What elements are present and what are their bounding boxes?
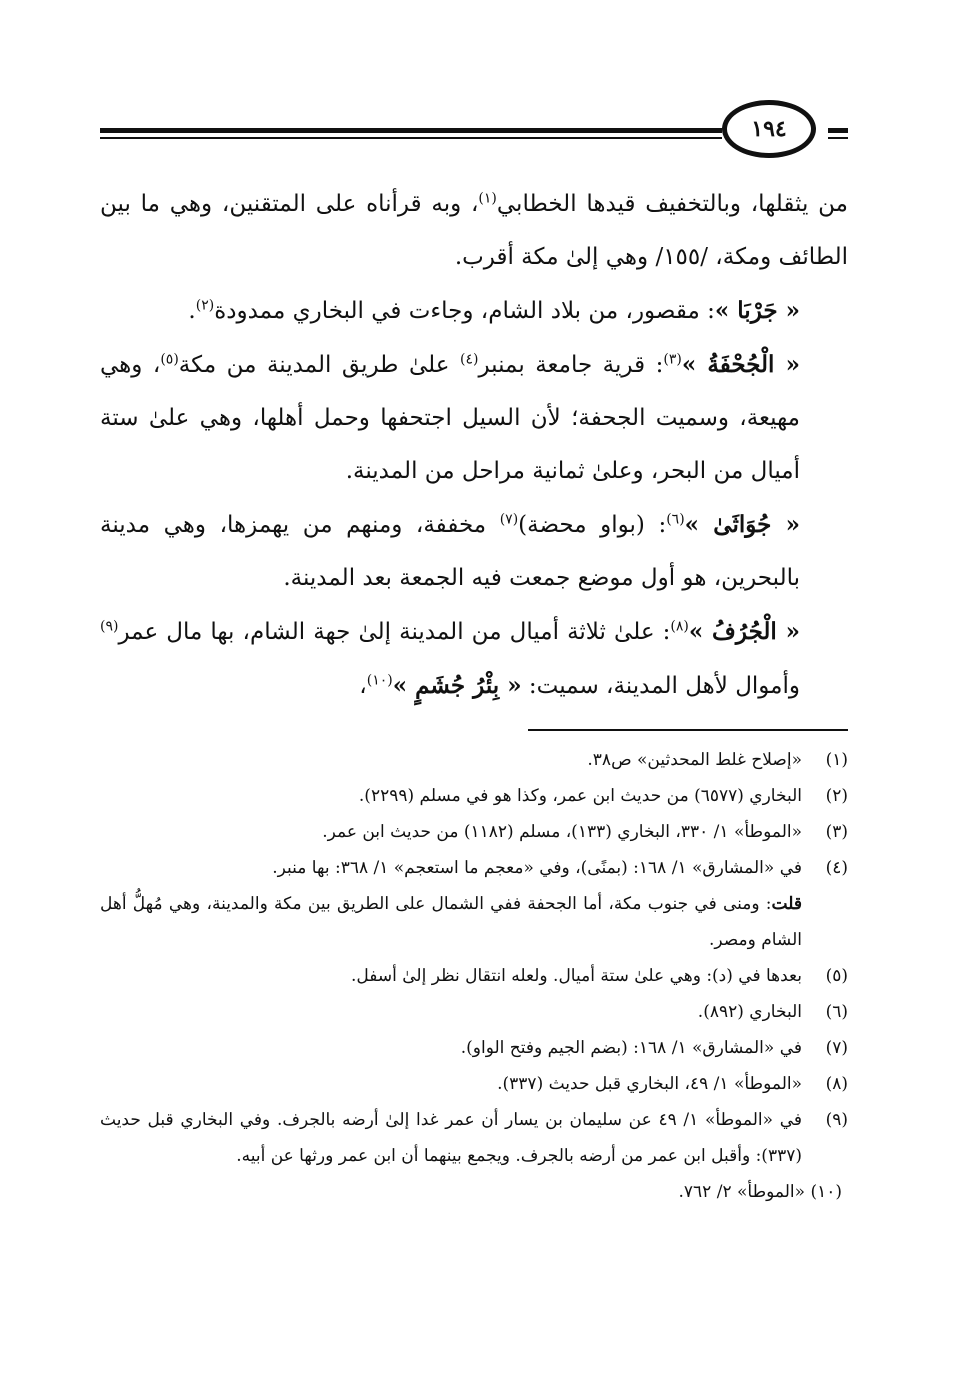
entry-text: : (بواو محضة) [518,512,667,538]
entry-jurf [100,605,848,713]
note-label: قلت [771,894,802,914]
entry-keyword: « جُوَاثَىٰ » [684,511,800,538]
footnote-5 [100,958,848,994]
footnote-ref[interactable]: (٦) [666,511,685,528]
footnote-9 [100,1102,848,1174]
footnote-number: (٧) [825,1038,848,1058]
footnote-number: (٦) [825,1002,848,1022]
footnote-text: البخاري (٨٩٢). [697,1002,802,1022]
entry-juhfa [100,338,848,498]
footnote-3 [100,814,848,850]
footnote-number: (٢) [825,786,848,806]
entry-text: مخففة، ومنهم من يهمزها، وهي مدينة بالبحرين، هو أول موضع جمعت فيه الجمعة بعد المدينة. [100,512,800,591]
note-text: : ومنى في جنوب مكة، أما الجحفة ففي الشمال على الطريق بين مكة والمدينة، وهي مُهلُّ أهل الشام ومصر. [100,894,802,950]
entry-keyword: « الْجُحْفَةُ » [681,351,801,378]
entry-keyword: « الْجُرُفُ » [688,618,800,645]
footnote-6 [100,994,848,1030]
footnote-number: (٨) [825,1074,848,1094]
footnote-ref[interactable]: (٤) [459,351,479,368]
header-rule-right-thin [828,137,848,139]
footnote-7 [100,1030,848,1066]
footnote-ref[interactable]: (١٠) [366,672,393,689]
footnote-text: البخاري (٦٥٧٧) من حديث ابن عمر، وكذا هو في مسلم (٢٢٩٩). [358,786,802,806]
footnote-8 [100,1066,848,1102]
entry-text-end: . [188,298,196,324]
header-rule-right [828,128,848,133]
entry-keyword: « جَرْبَا » [714,297,800,324]
header-rule-thin [100,137,722,139]
entry-text: ، وهي مهيعة، وسميت الجحفة؛ لأن السيل اجتحفها وحمل أهلها، وهي علىٰ ستة أميال من البحر، وعلىٰ ثمانية مراحل من المدينة. [100,352,800,484]
entry-text: : علىٰ ثلاثة أميال من المدينة إلىٰ جهة الشام، بها مال عمر [118,619,671,645]
footnote-number: (٥) [825,966,848,986]
footnote-text: «الموطأ» ٢/ ٧٦٢. [678,1182,806,1202]
footnote-number: (٤) [825,858,848,878]
footnote-text: في «المشارق» ١/ ١٦٨: (بمنًى)، وفي «معجم ما استعجم» ١/ ٣٦٨: بها منبر. [272,858,802,878]
footnote-text: في «الموطأ» ١/ ٤٩ عن سليمان بن يسار أن عمر غدا إلىٰ أرضه بالجرف. وفي البخاري قبل حديث (٣٣٧): وأقبل ابن عمر من أرضه بالجرف. ويجمع بينهما أن ابن عمر ورثها عن أبيه. [100,1110,802,1166]
footnote-10 [100,1174,848,1210]
footnotes [100,742,848,1210]
footnote-text: «الموطأ» ١/ ٣٣٠، البخاري (١٣٣)، مسلم (١١٨٢) من حديث ابن عمر. [322,822,802,842]
footnote-text: بعدها في (د): وهي علىٰ ستة أميال. ولعله انتقال نظر إلىٰ أسفل. [351,966,802,986]
footnote-ref[interactable]: (٨) [670,618,689,635]
footnote-number: (١٠) [810,1182,842,1202]
entry-keyword-2: « بِئْرُ جُشَمٍ » [392,672,522,699]
entry-text: : مقصور، من بلاد الشام، وجاءت في البخاري ممدودة [214,298,715,324]
main-text [100,178,848,713]
footnote-text: «إصلاح غلط المحدثين» ص٣٨. [587,750,802,770]
footnote-number: (٩) [825,1110,848,1130]
footnote-number: (١) [825,750,848,770]
entry-jarba [100,284,848,338]
footnote-text: في «المشارق» ١/ ١٦٨: (بضم الجيم وفتح الواو). [460,1038,802,1058]
p1-text: من يثقلها، وبالتخفيف قيدها الخطابي [496,191,848,217]
page-header [100,100,848,162]
footnote-ref[interactable]: (٩) [100,618,119,635]
footnote-1 [100,742,848,778]
footnote-ref[interactable]: (٧) [499,511,519,528]
footnote-ref[interactable]: (٥) [160,351,179,368]
footnote-4 [100,850,848,886]
p1-text-cont: ، وبه قرأناه على المتقنين، وهي ما بين الطائف ومكة، /١٥٥/ وهي إلىٰ مكة أقرب. [100,191,848,270]
footnote-separator [528,729,848,731]
entry-text: وأموال لأهل المدينة، سميت: [521,673,800,699]
footnote-ref[interactable]: (١) [478,190,497,207]
page-number: ١٩٤ [722,100,816,158]
footnote-ref[interactable]: (٣) [663,351,682,368]
footnote-text: «الموطأ» ١/ ٤٩، البخاري قبل حديث (٣٣٧). [497,1074,802,1094]
entry-juwatha [100,498,848,605]
footnote-number: (٣) [825,822,848,842]
footnote-ref[interactable]: (٢) [195,297,215,314]
entry-text-end: ، [359,673,367,699]
footnote-4-note [100,886,848,958]
entry-text: علىٰ طريق المدينة من مكة [178,352,460,378]
paragraph-1 [100,178,848,284]
header-rule [100,128,722,133]
entry-text: : قرية جامعة بمنبر [478,352,664,378]
footnote-2 [100,778,848,814]
